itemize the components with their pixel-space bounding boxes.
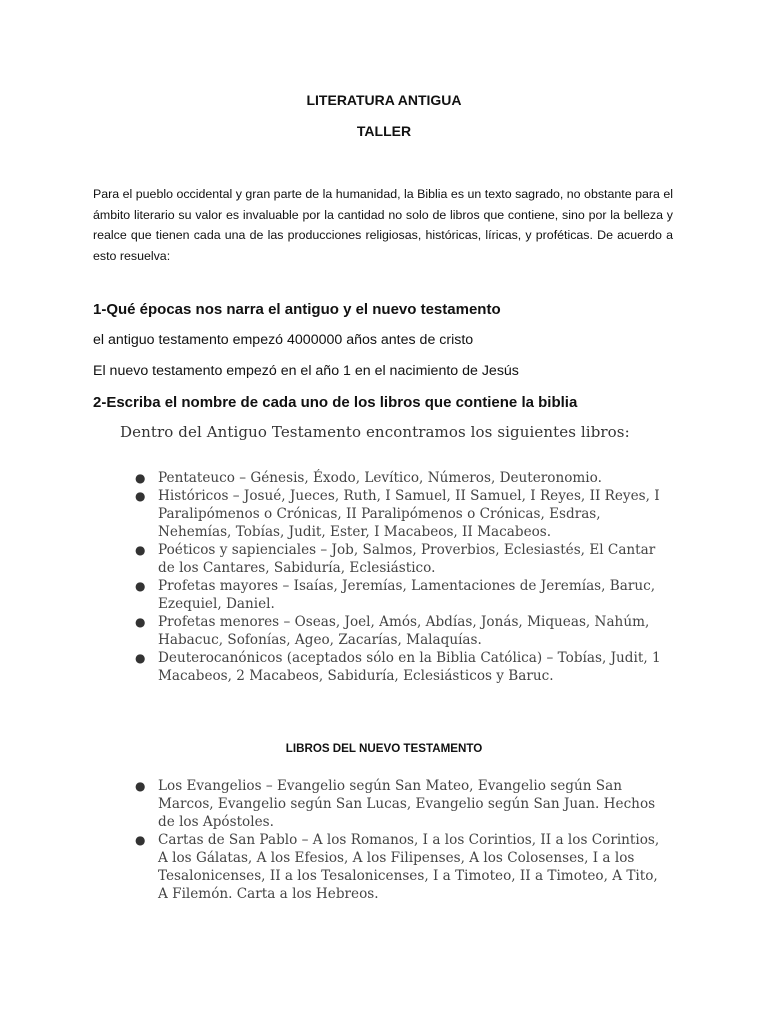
old-testament-heading: Dentro del Antiguo Testamento encontramos los siguientes libros: — [120, 423, 630, 441]
list-item-text: Poéticos y sapienciales – Job, Salmos, Proverbios, Eclesiastés, El Cantar de los Cantares, Sabiduría, Eclesiástico. — [158, 542, 656, 576]
bullet-icon: ● — [135, 833, 146, 847]
list-item-text: Profetas menores – Oseas, Joel, Amós, Abdías, Jonás, Miqueas, Nahúm, Habacuc, Sofonías, Ageo, Zacarías, Malaquías. — [158, 614, 650, 648]
list-item — [135, 613, 670, 649]
list-item-text: Pentateuco – Génesis, Éxodo, Levítico, Números, Deuteronomio. — [158, 470, 602, 486]
list-item-text: Cartas de San Pablo – A los Romanos, I a los Corintios, II a los Corintios, A los Gálatas, A los Efesios, A los Filipenses, A los Colosenses, I a los Tesalonicenses, II a los Tesalonicenses, I a Timoteo, II a Timoteo, A Tito, A Filemón. Carta a los Hebreos. — [158, 832, 660, 902]
bullet-icon: ● — [135, 651, 146, 665]
question-2: 2-Escriba el nombre de cada uno de los libros que contiene la biblia — [93, 394, 578, 411]
bullet-icon: ● — [135, 471, 146, 485]
list-item — [135, 831, 670, 903]
bullet-icon: ● — [135, 543, 146, 557]
list-item — [135, 649, 670, 685]
list-item-text: Históricos – Josué, Jueces, Ruth, I Samuel, II Samuel, I Reyes, II Reyes, I Paralipómenos o Crónicas, II Paralipómenos o Crónicas, Esdras, Nehemías, Tobías, Judit, Ester, I Macabeos, II Macabeos. — [158, 488, 660, 540]
bullet-icon: ● — [135, 779, 146, 793]
answer-1-line-1: el antiguo testamento empezó 4000000 años antes de cristo — [93, 332, 474, 348]
new-testament-list — [135, 777, 670, 903]
list-item — [135, 777, 670, 831]
list-item — [135, 487, 670, 541]
list-item-text: Deuterocanónicos (aceptados sólo en la Biblia Católica) – Tobías, Judit, 1 Macabeos, 2 Macabeos, Sabiduría, Eclesiásticos y Baruc. — [158, 650, 661, 684]
bullet-icon: ● — [135, 579, 146, 593]
new-testament-heading: LIBROS DEL NUEVO TESTAMENTO — [285, 742, 483, 755]
document-title: LITERATURA ANTIGUA — [306, 92, 462, 108]
intro-paragraph: Para el pueblo occidental y gran parte de la humanidad, la Biblia es un texto sagrado, no obstante para el ámbito literario su valor es invaluable por la cantidad no solo de libros que contiene, sino por la belleza y realce que tienen cada una de las producciones religiosas, históricas, líricas, y proféticas. De acuerdo a esto resuelva: — [93, 187, 673, 263]
list-item-text: Los Evangelios – Evangelio según San Mateo, Evangelio según San Marcos, Evangelio según San Lucas, Evangelio según San Juan. Hechos de los Apóstoles. — [158, 778, 656, 830]
question-1: 1-Qué épocas nos narra el antiguo y el nuevo testamento — [93, 301, 501, 318]
answer-1-line-2: El nuevo testamento empezó en el año 1 en el nacimiento de Jesús — [93, 363, 519, 379]
bullet-icon: ● — [135, 615, 146, 629]
list-item — [135, 469, 670, 487]
list-item-text: Profetas mayores – Isaías, Jeremías, Lamentaciones de Jeremías, Baruc, Ezequiel, Daniel. — [158, 578, 656, 612]
list-item — [135, 577, 670, 613]
old-testament-list — [135, 469, 670, 685]
bullet-icon: ● — [135, 489, 146, 503]
document-subtitle: TALLER — [356, 123, 412, 139]
list-item — [135, 541, 670, 577]
